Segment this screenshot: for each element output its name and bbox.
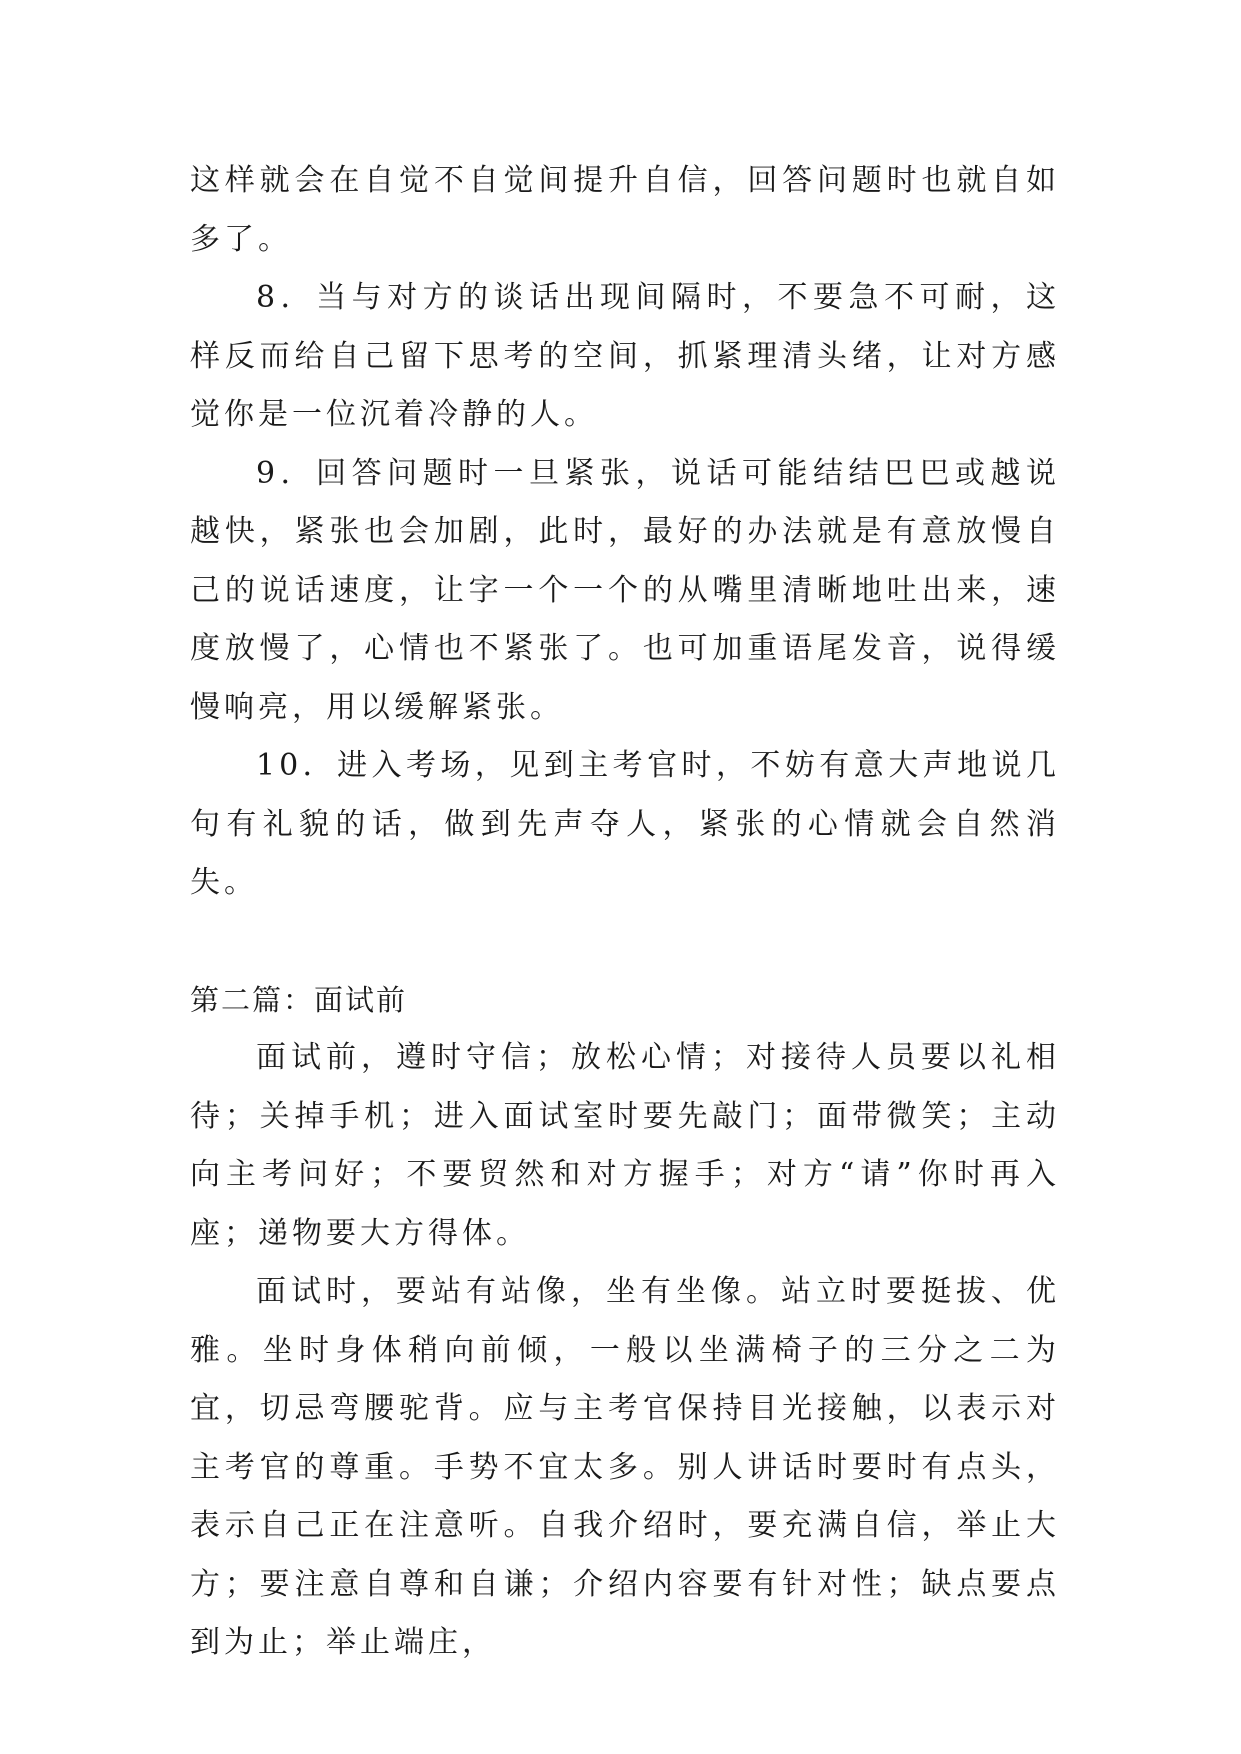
section-heading: 第二篇：面试前	[190, 982, 408, 1017]
paragraph-item-8: 8．当与对方的谈话出现间隔时，不要急不可耐，这样反而给自己留下思考的空间，抓紧理清头绪，让对方感觉你是一位沉着冷静的人。	[190, 280, 1060, 432]
document-body	[190, 152, 1060, 1673]
paragraph-item-10: 10．进入考场，见到主考官时，不妨有意大声地说几句有礼貌的话，做到先声夺人，紧张的心情就会自然消失。	[190, 748, 1060, 900]
paragraph-during-interview: 面试时，要站有站像，坐有坐像。站立时要挺拔、优雅。坐时身体稍向前倾，一般以坐满椅子的三分之二为宜，切忌弯腰驼背。应与主考官保持目光接触，以表示对主考官的尊重。手势不宜太多。别人讲话时要时有点头，表示自己正在注意听。自我介绍时，要充满自信，举止大方；要注意自尊和自谦；介绍内容要有针对性；缺点要点到为止；举止端庄，	[190, 1274, 1060, 1660]
paragraph-item-9: 9．回答问题时一旦紧张，说话可能结结巴巴或越说越快，紧张也会加剧，此时，最好的办法就是有意放慢自己的说话速度，让字一个一个的从嘴里清晰地吐出来，速度放慢了，心情也不紧张了。也可加重语尾发音，说得缓慢响亮，用以缓解紧张。	[190, 455, 1060, 725]
paragraph-continuation: 这样就会在自觉不自觉间提升自信，回答问题时也就自如多了。	[190, 163, 1060, 257]
paragraph-before-interview: 面试前，遵时守信；放松心情；对接待人员要以礼相待；关掉手机；进入面试室时要先敲门；面带微笑；主动向主考问好；不要贸然和对方握手；对方“请”你时再入座；递物要大方得体。	[190, 1040, 1060, 1251]
